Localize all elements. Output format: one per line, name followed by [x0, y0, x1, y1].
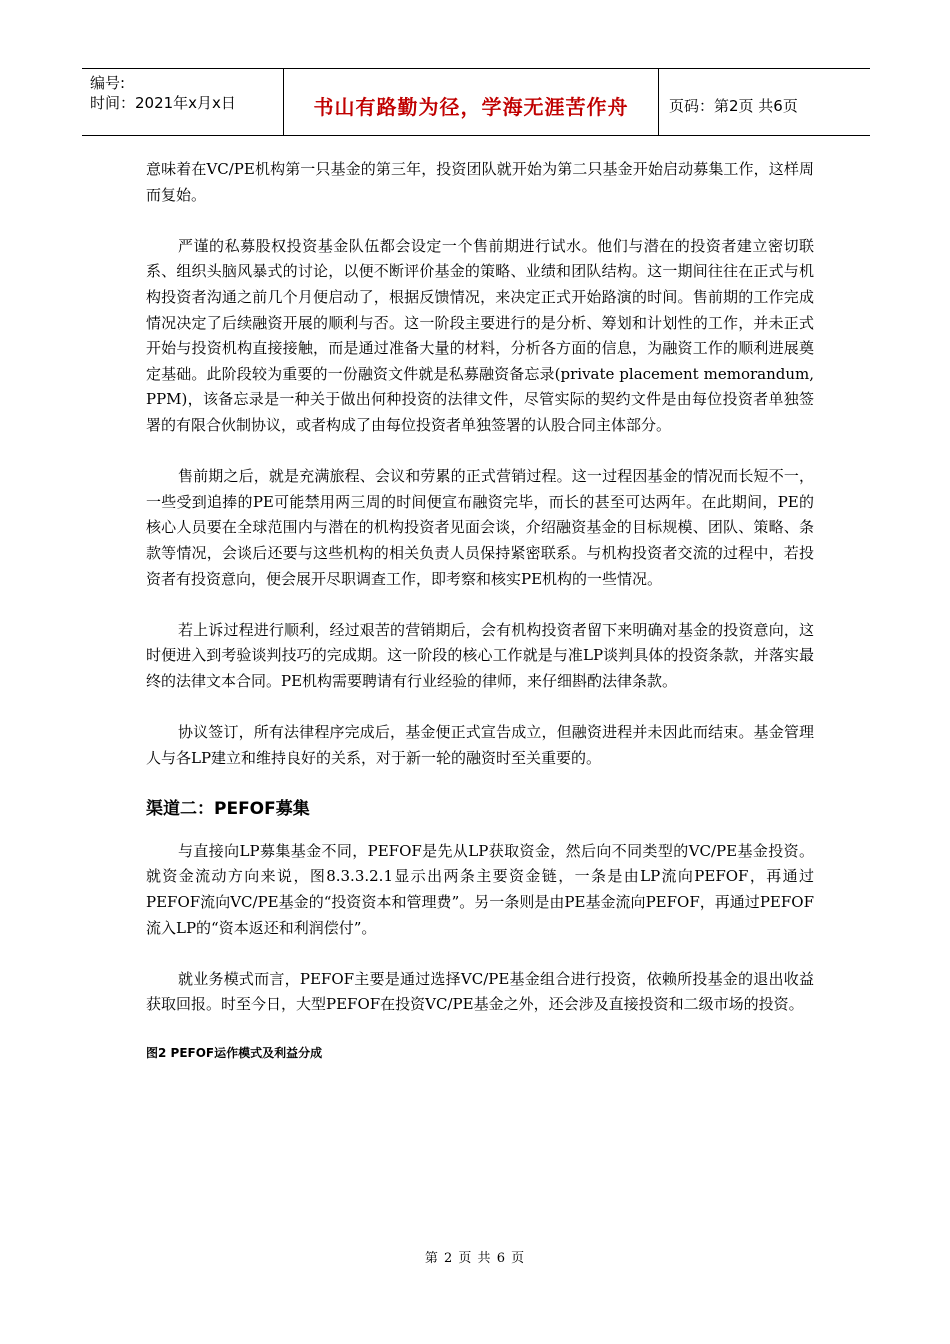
paragraph: 售前期之后，就是充满旅程、会议和劳累的正式营销过程。这一过程因基金的情况而长短不一，一些受到追捧的PE可能禁用两三周的时间便宣布融资完毕，而长的甚至可达两年。在此期间，PE的核心人员要在全球范围内与潜在的机构投资者见面会谈，介绍融资基金的目标规模、团队、策略、条款等情况，会谈后还要与这些机构的相关负责人员保持紧密联系。与机构投资者交流的过程中，若投资者有投资意向，便会展开尽职调查工作，即考察和核实PE机构的一些情况。 — [146, 467, 814, 588]
document-number-label: 编号: — [90, 74, 126, 92]
page-footer: 第 2 页 共 6 页 — [424, 1251, 526, 1266]
figure-caption: 图2 PEFOF运作模式及利益分成 — [146, 1045, 323, 1060]
paragraph: 若上诉过程进行顺利，经过艰苦的营销期后，会有机构投资者留下来明确对基金的投资意向，这时便进入到考验谈判技巧的完成期。这一阶段的核心工作就是与准LP谈判具体的投资条款，并落实最终的法律文本合同。PE机构需要聘请有行业经验的律师，来仔细斟酌法律条款。 — [146, 620, 814, 690]
section-heading: 渠道二：PEFOF募集 — [146, 798, 310, 819]
paragraph: 意味着在VC/PE机构第一只基金的第三年，投资团队就开始为第二只基金开始启动募集工作，这样周而复始。 — [146, 160, 814, 204]
header-motto: 书山有路勤为径，学海无涯苦作舟 — [284, 69, 659, 135]
paragraph: 与直接向LP募集基金不同，PEFOF是先从LP获取资金，然后向不同类型的VC/PE基金投资。就资金流动方向来说，图8.3.3.2.1显示出两条主要资金链，一条是由LP流向PEFOF，再通过PEFOF流向VC/PE基金的“投资资本和管理费”。另一条则是由PE基金流向PEFOF，再通过PEFOF流入LP的“资本返还和利润偿付”。 — [146, 841, 814, 937]
paragraph: 严谨的私募股权投资基金队伍都会设定一个售前期进行试水。他们与潜在的投资者建立密切联系、组织头脑风暴式的讨论，以便不断评价基金的策略、业绩和团队结构。这一期间往往在正式与机构投资者沟通之前几个月便启动了，根据反馈情况，来决定正式开始路演的时间。售前期的工作完成情况决定了后续融资开展的顺利与否。这一阶段主要进行的是分析、筹划和计划性的工作，并未正式开始与投资机构直接接触，而是通过准备大量的材料，分析各方面的信息，为融资工作的顺利进展奠定基础。此阶段较为重要的一份融资文件就是私募融资备忘录(private placement memorandum, PPM)，该备忘录是一种关于做出何种投资的法律文件，尽管实际的契约文件是由每位投资者单独签署的有限合伙制协议，或者构成了由每位投资者单独签署的认股合同主体部分。 — [146, 236, 814, 434]
paragraph: 协议签订，所有法律程序完成后，基金便正式宣告成立，但融资进程并未因此而结束。基金管理人与各LP建立和维持良好的关系，对于新一轮的融资时至关重要的。 — [146, 723, 814, 767]
document-date: 时间：2021年x月x日 — [90, 94, 236, 112]
header-page-info: 页码：第2页 共6页 — [669, 96, 798, 115]
document-body — [146, 157, 814, 1061]
page-header — [82, 68, 870, 136]
header-meta — [82, 69, 284, 135]
paragraph: 就业务模式而言，PEFOF主要是通过选择VC/PE基金组合进行投资，依赖所投基金的退出收益获取回报。时至今日，大型PEFOF在投资VC/PE基金之外，还会涉及直接投资和二级市场的投资。 — [146, 969, 814, 1014]
